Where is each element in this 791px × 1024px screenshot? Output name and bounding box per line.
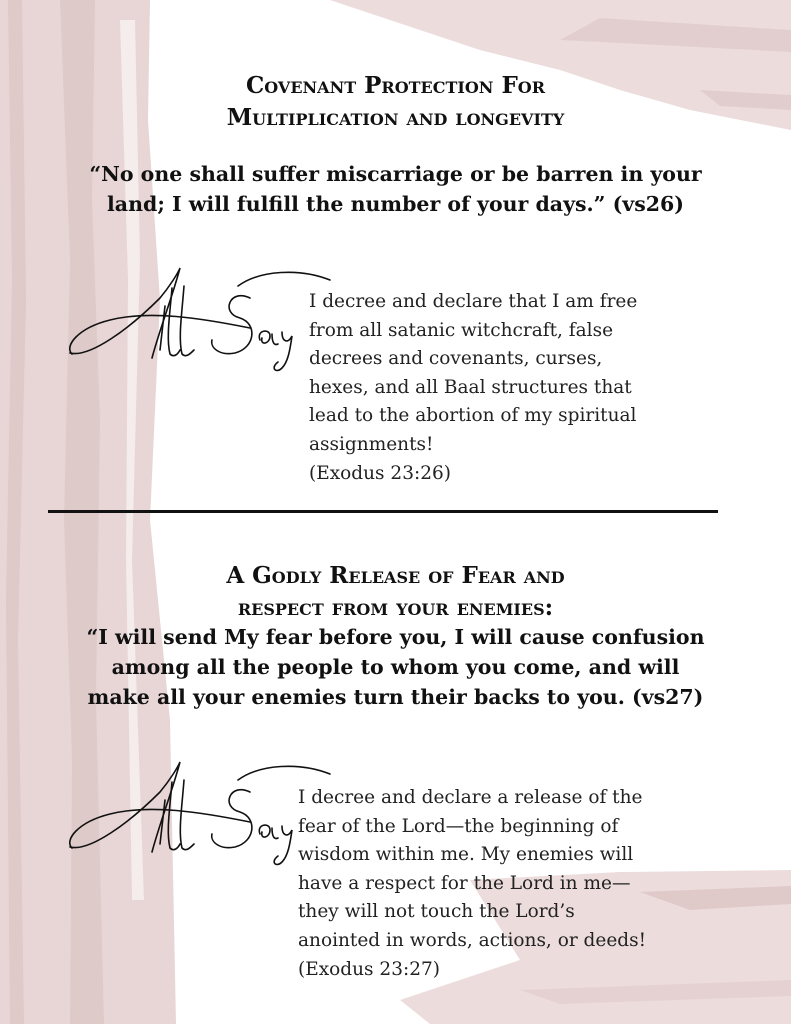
section-1-scripture-line-1: “No one shall suffer miscarriage or be barren in your bbox=[89, 162, 702, 186]
section-2-scripture bbox=[20, 622, 771, 712]
section-2-scripture-line-3: make all your enemies turn their backs to you. (vs27) bbox=[87, 685, 704, 709]
all-say-signature-1 bbox=[60, 258, 340, 378]
section-divider bbox=[48, 510, 718, 513]
section-1-scripture bbox=[20, 159, 771, 219]
section-2-heading-line-2: respect from your enemies: bbox=[237, 594, 554, 621]
section-2-scripture-line-2: among all the people to whom you come, and will bbox=[111, 655, 680, 679]
section-1-heading-line-2: Multiplication and longevity bbox=[226, 104, 565, 131]
section-1-heading-line-1: Covenant Protection For bbox=[245, 72, 546, 99]
section-2-heading bbox=[0, 560, 791, 624]
section-1-heading bbox=[0, 70, 791, 134]
section-2-decree: I decree and declare a release of the fear of the Lord—the beginning of wisdom within me. My enemies will have a respect for the Lord in me— they will not touch the Lord’s anointed in words, actions, or deeds! (Exodus 23:27) bbox=[298, 787, 647, 980]
section-1-scripture-line-2: land; I will fulfill the number of your days.” (vs26) bbox=[107, 192, 684, 216]
section-2-scripture-line-1: “I will send My fear before you, I will cause confusion bbox=[86, 625, 705, 649]
section-2-heading-line-1: A Godly Release of Fear and bbox=[226, 562, 565, 589]
section-1-decree: I decree and declare that I am free from all satanic witchcraft, false decrees and covenants, curses, hexes, and all Baal structures that lead to the abortion of my spiritual assignments! (Exodus 23:26) bbox=[309, 291, 638, 484]
